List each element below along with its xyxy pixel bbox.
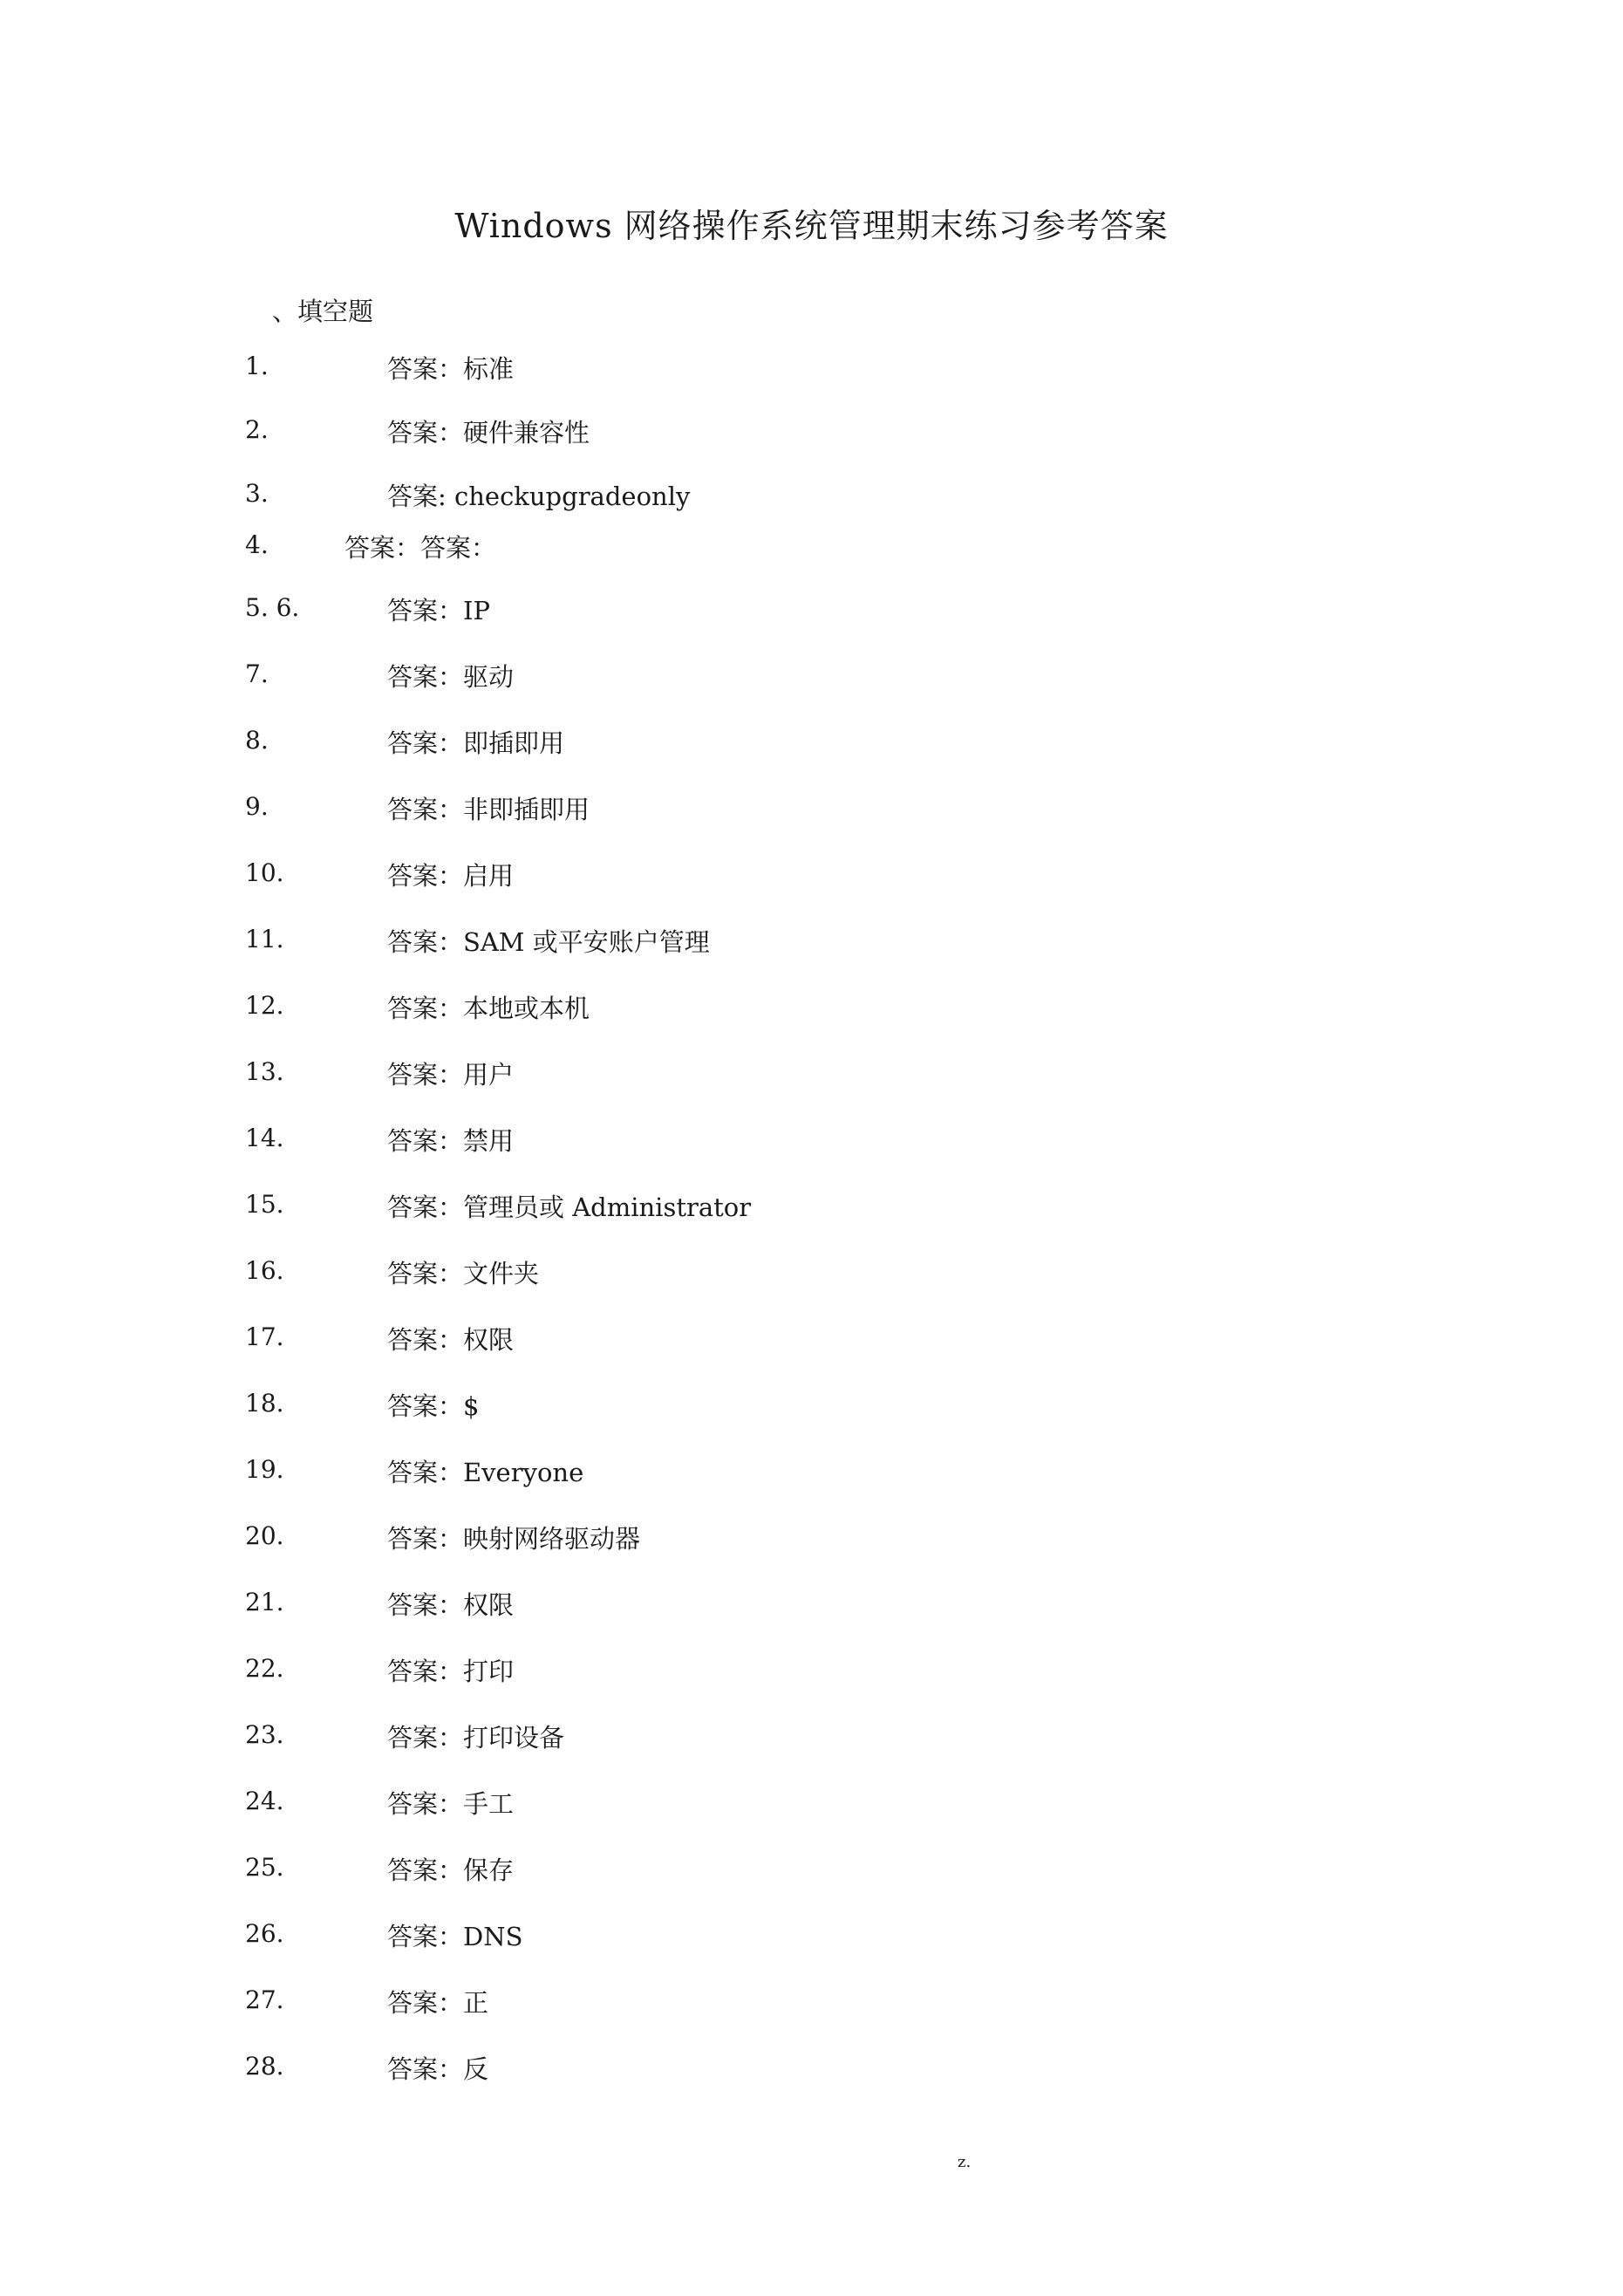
item-answer: 答案：禁用: [387, 1126, 515, 1156]
item-answer: 答案：Everyone: [387, 1458, 584, 1487]
item-answer: 答案: checkupgradeonly: [387, 482, 691, 511]
item-answer: 答案：硬件兼容性: [387, 418, 590, 448]
item-number: 23.: [245, 1720, 284, 1749]
item-answer: 答案：答案：: [344, 533, 497, 563]
item-answer: 答案：管理员或 Administrator: [387, 1192, 752, 1222]
item-number: 17.: [245, 1322, 284, 1351]
item-answer: 答案：保存: [387, 1855, 515, 1885]
item-number: 24.: [245, 1787, 284, 1815]
item-answer: 答案：文件夹: [387, 1259, 540, 1288]
item-number: 26.: [245, 1919, 284, 1948]
item-answer: 答案：本地或本机: [387, 994, 590, 1023]
item-number: 9.: [245, 792, 269, 821]
item-number: 10.: [245, 858, 284, 887]
item-number: 2.: [245, 415, 269, 444]
item-answer: 答案：用户: [387, 1060, 515, 1090]
item-answer: 答案：标准: [387, 354, 515, 384]
item-number: 13.: [245, 1057, 284, 1086]
item-number: 16.: [245, 1256, 284, 1285]
item-answer: 答案：映射网络驱动器: [387, 1524, 641, 1554]
item-answer: 答案：IP: [387, 596, 490, 625]
item-answer: 答案：权限: [387, 1325, 515, 1355]
item-number: 8.: [245, 726, 269, 755]
item-number: 22.: [245, 1654, 284, 1683]
item-number: 1.: [245, 352, 269, 380]
item-answer: 答案：打印设备: [387, 1723, 565, 1753]
item-number: 7.: [245, 659, 269, 688]
item-number: 4.: [245, 530, 269, 559]
item-answer: 答案：即插即用: [387, 728, 565, 758]
item-answer: 答案：反: [387, 2054, 489, 2084]
item-answer: 答案：非即插即用: [387, 795, 590, 824]
item-number: 5. 6.: [245, 593, 300, 622]
item-number: 27.: [245, 1985, 284, 2014]
item-number: 19.: [245, 1455, 284, 1484]
item-answer: 答案：权限: [387, 1590, 515, 1620]
item-answer: 答案：DNS: [387, 1922, 523, 1951]
item-answer: 答案：手工: [387, 1789, 515, 1819]
item-number: 21.: [245, 1588, 284, 1616]
item-number: 28.: [245, 2052, 284, 2081]
item-number: 3.: [245, 479, 269, 508]
document-title: Windows 网络操作系统管理期末练习参考答案: [454, 207, 1169, 245]
item-number: 15.: [245, 1190, 284, 1219]
item-number: 20.: [245, 1521, 284, 1550]
item-answer: 答案：正: [387, 1988, 489, 2018]
item-number: 18.: [245, 1389, 284, 1418]
item-answer: 答案：$: [387, 1391, 480, 1421]
section-heading: 、填空题: [272, 297, 374, 326]
item-number: 14.: [245, 1124, 284, 1152]
item-number: 11.: [245, 925, 284, 953]
item-answer: 答案：启用: [387, 861, 515, 891]
item-number: 12.: [245, 991, 284, 1020]
item-answer: 答案：SAM 或平安账户管理: [387, 927, 710, 957]
item-answer: 答案：打印: [387, 1657, 515, 1686]
page-footer: z.: [958, 2153, 972, 2171]
item-number: 25.: [245, 1853, 284, 1882]
item-answer: 答案：驱动: [387, 662, 515, 692]
